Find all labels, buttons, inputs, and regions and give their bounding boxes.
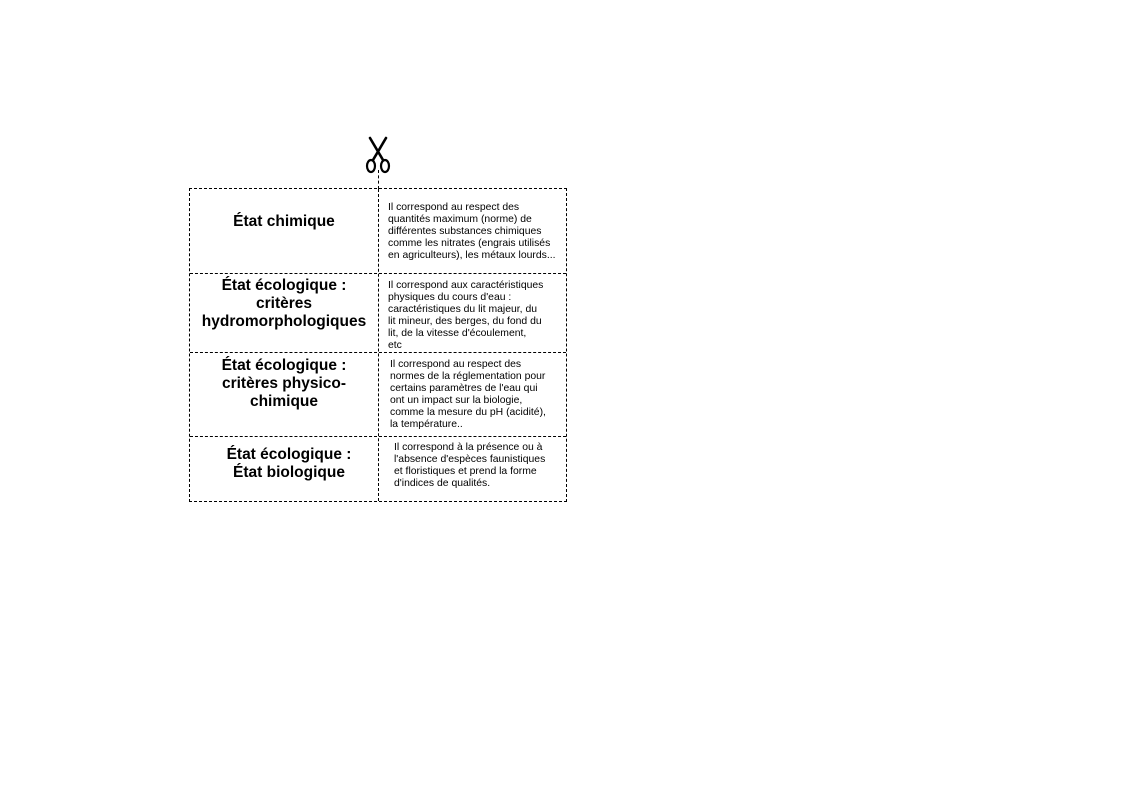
term-label: État écologique : critères hydromorphologiques [201,277,367,330]
term-label: État écologique : critères physico- chimique [221,357,347,410]
card-row [190,352,566,437]
term-label: État écologique : État biologique [226,446,352,481]
scissors-icon [364,136,392,174]
card-row [190,436,566,502]
card-sheet [189,188,567,502]
card-row [190,273,566,353]
definition-text: Il correspond au respect des normes de la réglementation pour certains paramètres de l'eau qui ont un impact sur la biologie, comme la mesure du pH (acidité), la température.. [390,359,546,430]
term-label: État chimique [233,213,335,230]
cut-line [378,170,379,189]
definition-text: Il correspond au respect des quantités maximum (norme) de différentes substances chimiques comme les nitrates (engrais utilisés en agriculteurs), les métaux lourds... [388,202,556,261]
definition-text: Il correspond à la présence ou à l'absence d'espèces faunistiques et floristiques et prend la forme d'indices de qualités. [394,442,546,489]
definition-text: Il correspond aux caractéristiques physiques du cours d'eau : caractéristiques du lit majeur, du lit mineur, des berges, du fond du lit, de la vitesse d'écoulement, etc [388,280,544,351]
card-row [190,189,566,273]
